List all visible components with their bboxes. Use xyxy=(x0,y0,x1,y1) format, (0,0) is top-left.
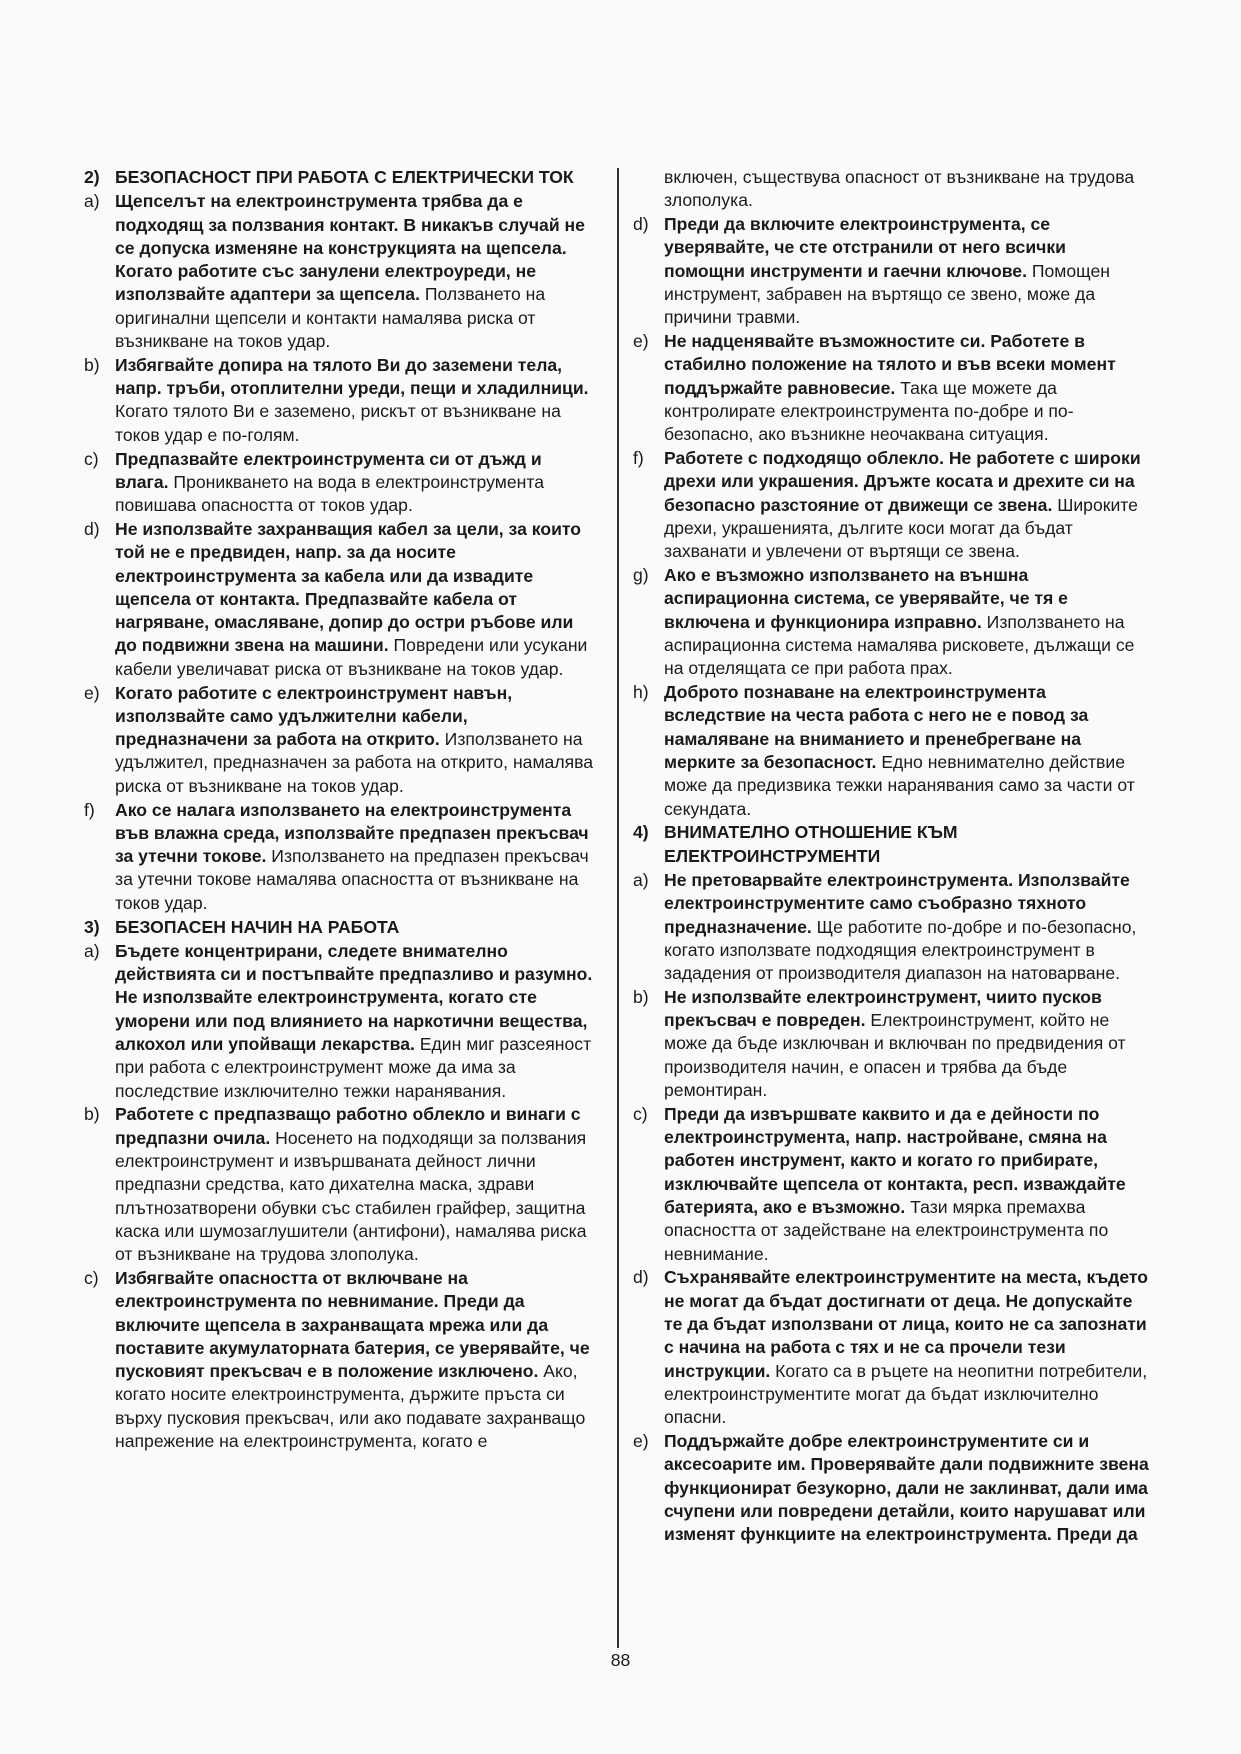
item-letter: d) xyxy=(84,518,100,539)
list-item xyxy=(633,1266,1149,1429)
section-number: 4) xyxy=(633,822,649,843)
item-letter: c) xyxy=(84,1267,99,1288)
item-letter: e) xyxy=(84,682,100,703)
item-text: Използването на аспирационна система намалява рисковете, дължащи се на отделящата се при работа прах. xyxy=(664,611,1135,679)
item-letter: e) xyxy=(633,1431,649,1452)
item-text: Ползването на оригинални щепсели и контакти намалява риска от възникване на токов удар. xyxy=(115,284,546,352)
item-text: Носенето на подходящи за ползвания електроинструмент и извършваната дейност лични предпазни средства, като дихателна маска, здрави плътнозатворени обувки със стабилен грайфер, защитна каска или шумозаглушители (антифони), намалява риска от възникване на трудова злополука. xyxy=(115,1127,587,1265)
section-title: БЕЗОПАСНОСТ ПРИ РАБОТА С ЕЛЕКТРИЧЕСКИ ТОК xyxy=(115,167,574,187)
list-item xyxy=(633,213,1149,329)
list-item xyxy=(84,448,600,518)
item-letter: d) xyxy=(633,1267,649,1288)
item-bold-text: Работете с предпазващо работно облекло и винаги с предпазни очила. xyxy=(115,1104,581,1148)
item-text: Един миг разсеяност при работа с електроинструмент може да има за последствие изключително тежки наранявания. xyxy=(115,1033,592,1101)
item-bold-text: Ако се налага използването на електроинструмента във влажна среда, използвайте предпазен прекъсвач за утечни токове. xyxy=(115,799,589,867)
item-text: Ако, когато носите електроинструмента, държите пръста си върху пусковия прекъсвач, или ако подавате захранващо напрежение на електроинструмента, когато е xyxy=(115,1361,586,1452)
item-letter: c) xyxy=(84,448,99,469)
item-text: Ще работите по-добре и по-безопасно, когато използвате подходящия електроинструмент в зададения от производителя диапазон на натоварване. xyxy=(664,916,1137,984)
item-bold-text: Преди да включите електроинструмента, се уверявайте, че сте отстранили от него всички помощни инструменти и гаечни ключове. xyxy=(664,214,1066,281)
item-bold-text: Не надценявайте възможностите си. Работете в стабилно положение на тялото и във всеки момент поддържайте равновесие. xyxy=(664,331,1116,398)
item-text: Електроинструмент, който не може да бъде изключван и включван по предвидения от производителя начин, е опасен и трябва да бъде ремонтиран. xyxy=(664,1010,1126,1101)
item-text: Когато тялото Ви е заземено, рискът от възникване на токов удар е по-голям. xyxy=(115,401,561,445)
section-number: 2) xyxy=(84,167,100,187)
list-item xyxy=(84,799,600,915)
item-bold-text: Доброто познаване на електроинструмента вследствие на честа работа с него не е повод за намаляване на вниманието и пренебрегване на мерките за безопасност. xyxy=(664,682,1089,772)
item-letter: e) xyxy=(633,331,649,352)
list-item xyxy=(633,1103,1149,1266)
item-letter: a) xyxy=(633,869,649,890)
list-item xyxy=(633,986,1149,1102)
item-bold-text: Не използвайте електроинструмент, чиито пусков прекъсвач е повреден. xyxy=(664,986,1102,1031)
item-bold-text: Ако е възможно използването на външна аспирационна система, се уверявайте, че тя е включена и функционира изправно. xyxy=(664,565,1068,632)
continued-text: включен, съществува опасност от възникване на трудова злополука. xyxy=(664,167,1135,211)
section-title: БЕЗОПАСЕН НАЧИН НА РАБОТА xyxy=(115,916,400,937)
item-bold-text: Не претоварвайте електроинструмента. Използвайте електроинструментите само съобразно тяхното предназначение. xyxy=(664,869,1130,937)
item-letter: h) xyxy=(633,682,649,703)
section-heading-3 xyxy=(84,916,600,939)
item-text: Използването на удължител, предназначен за работа на открито, намалява риска от възникване на токов удар. xyxy=(115,729,594,796)
item-letter: b) xyxy=(84,1104,100,1125)
list-item xyxy=(84,354,600,447)
list-item xyxy=(633,681,1149,821)
item-letter: f) xyxy=(633,448,644,469)
item-bold-text: Щепселът на електроинструмента трябва да е подходящ за ползвания контакт. В никакъв случай не се допуска изменяне на конструкцията на щепсела. Когато работите със занулени електроуреди, не използвайте адаптери за щепсела. xyxy=(115,191,585,305)
list-item xyxy=(633,1430,1149,1546)
list-item xyxy=(84,190,600,353)
section-heading-4 xyxy=(633,821,1149,868)
item-bold-text: Бъдете концентрирани, следете внимателно действията си и постъпвайте предпазливо и разумно. Не използвайте електроинструмента, когато сте уморени или под влиянието на наркотични вещества, алкохол или упойващи лекарства. xyxy=(115,940,593,1054)
item-bold-text: Не използвайте захранващия кабел за цели, за които той не е предвиден, напр. за да носите електроинструмента за кабела или да извадите щепсела от контакта. Предпазвайте кабела от нагряване, омасляване, допир до остри ръбове или до подвижни звена на машини. xyxy=(115,518,582,656)
item-text: Така ще можете да контролирате електроинструмента по-добре и по-безопасно, ако възникне неочаквана ситуация. xyxy=(664,377,1074,445)
item-bold-text: Поддържайте добре електроинструментите си и аксесоарите им. Проверявайте дали подвижните звена функционират безукорно, дали не заклинват, дали има счупени или повредени детайли, които нарушават или изменят функциите на електроинструмента. Преди да xyxy=(664,1431,1149,1545)
section-title: ВНИМАТЕЛНО ОТНОШЕНИЕ КЪМ ЕЛЕКТРОИНСТРУМЕНТИ xyxy=(664,822,958,866)
list-item xyxy=(84,1103,600,1266)
list-item xyxy=(633,330,1149,446)
item-text: Повредени или усукани кабели увеличават риска от възникване на токов удар. xyxy=(115,635,588,679)
item-letter: g) xyxy=(633,565,649,586)
left-column xyxy=(84,166,600,1454)
section-number: 3) xyxy=(84,916,100,937)
item-text: Когато са в ръцете на неопитни потребители, електроинструментите могат да бъдат изключително опасни. xyxy=(664,1360,1148,1428)
item-bold-text: Работете с подходящо облекло. Не работете с широки дрехи или украшения. Дръжте косата и дрехите си на безопасно разстояние от движещи се звена. xyxy=(664,448,1141,515)
item-letter: c) xyxy=(633,1103,648,1124)
item-letter: d) xyxy=(633,214,649,235)
item-text: Тази мярка премахва опасността от задействане на електроинструмента по невнимание. xyxy=(664,1197,1109,1264)
list-item xyxy=(633,447,1149,563)
page-number: 88 xyxy=(610,1650,631,1670)
item-text: Едно невнимателно действие може да предизвика тежки наранявания само за части от секундата. xyxy=(664,751,1135,819)
item-bold-text: Предпазвайте електроинструмента си от дъжд и влага. xyxy=(115,448,542,492)
item-letter: b) xyxy=(633,986,649,1007)
section-heading-2 xyxy=(84,166,600,189)
item-bold-text: Съхранявайте електроинструментите на места, където не могат да бъдат достигнати от деца. Не допускайте те да бъдат използвани от лица, които не са запознати с начина на работа с тях и не са прочели тези инструкции. xyxy=(664,1267,1149,1381)
item-text: Използването на предпазен прекъсвач за утечни токове намалява опасността от възникване на токов удар. xyxy=(115,846,589,913)
item-letter: b) xyxy=(84,354,100,375)
item-bold-text: Избягвайте допира на тялото Ви до заземени тела, напр. тръби, отоплителни уреди, пещи и хладилници. xyxy=(115,354,589,399)
item-text: Широките дрехи, украшенията, дългите коси могат да бъдат захванати и увлечени от въртящи се звена. xyxy=(664,494,1138,562)
item-letter: f) xyxy=(84,799,95,820)
item-text: Помощен инструмент, забравен на въртящо се звено, може да причини травми. xyxy=(664,260,1110,328)
list-item xyxy=(633,564,1149,680)
list-item xyxy=(633,869,1149,985)
item-bold-text: Когато работите с електроинструмент навън, използвайте само удължителни кабели, предназначени за работа на открито. xyxy=(115,682,513,750)
item-letter: a) xyxy=(84,940,100,961)
list-item xyxy=(84,518,600,681)
list-item xyxy=(84,1267,600,1453)
item-bold-text: Преди да извършвате каквито и да е дейности по електроинструмента, напр. настройване, смяна на работен инструмент, както и когато го прибирате, изключвайте щепсела от контакта, респ. изваждайте батерията, ако е възможно. xyxy=(664,1103,1126,1218)
item-bold-text: Избягвайте опасността от включване на електроинструмента по невнимание. Преди да включите щепсела в захранващата мрежа или да поставите акумулаторната батерия, се уверявайте, че пусковият прекъсвач е в положение изключено. xyxy=(115,1267,590,1382)
list-item xyxy=(84,682,600,798)
column-divider xyxy=(617,168,619,1648)
right-column xyxy=(633,166,1149,1547)
list-item xyxy=(84,940,600,1103)
item-text: Проникването на вода в електроинструмента повишава опасността от токов удар. xyxy=(115,471,544,516)
item-letter: a) xyxy=(84,191,100,212)
